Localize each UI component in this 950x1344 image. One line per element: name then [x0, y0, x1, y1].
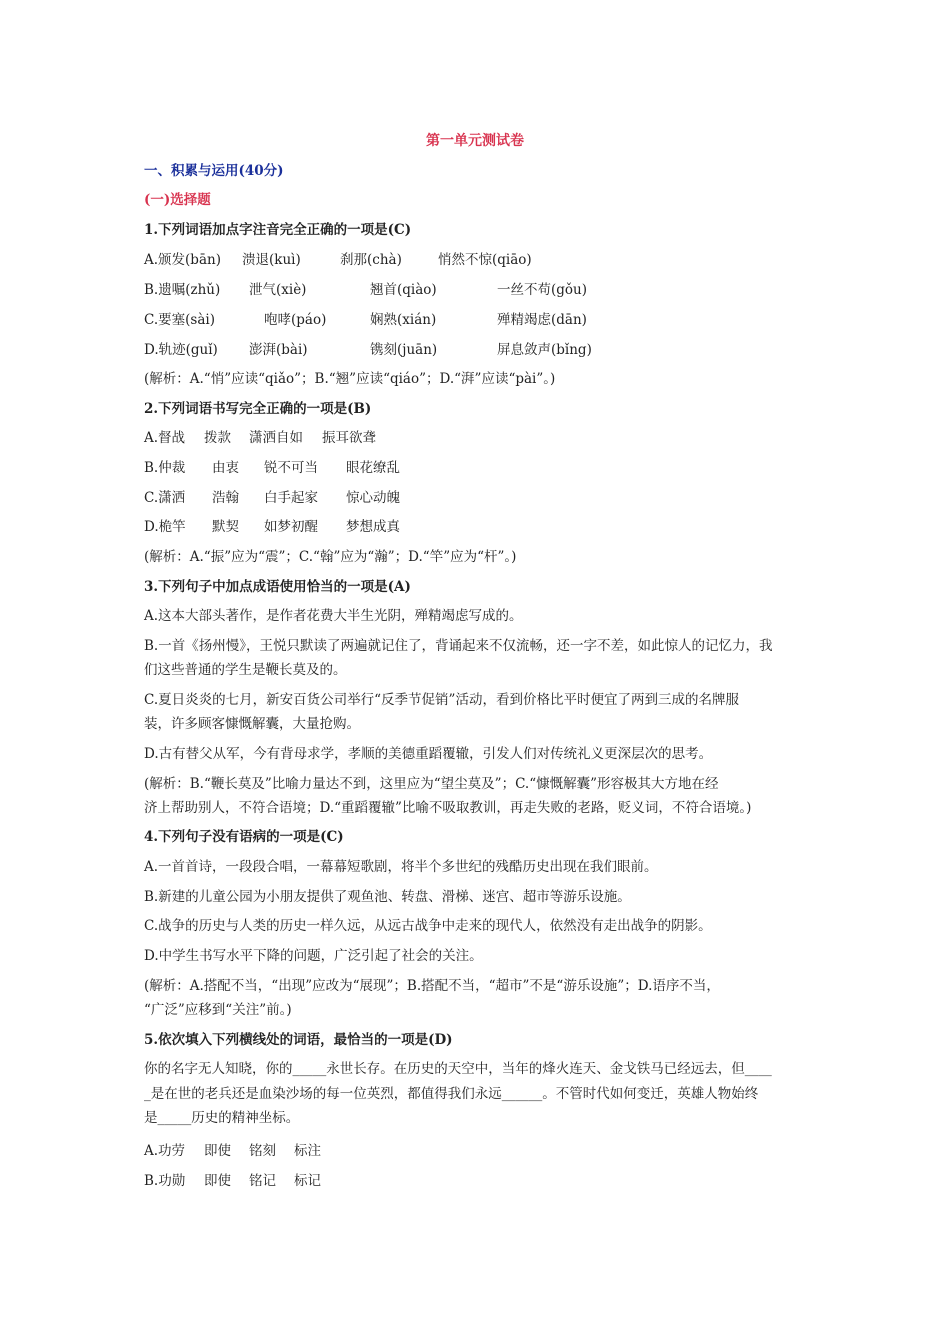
option-term: 默契: [212, 519, 239, 535]
question-3-stem: 3.下列句子中加点成语使用恰当的一项是(A): [144, 579, 411, 595]
question-4-line: D.中学生书写水平下降的问题，广泛引起了社会的关注。: [144, 948, 483, 964]
subsection-heading: (一)选择题: [144, 192, 211, 208]
option-term: 拨款: [204, 430, 231, 446]
question-3-line: 们这些普通的学生是鞭长莫及的。: [144, 662, 347, 678]
option-term: 即使: [204, 1143, 231, 1159]
option-term: 澎湃(bài): [249, 342, 308, 358]
question-4-stem: 4.下列句子没有语病的一项是(C): [144, 829, 344, 845]
option-term: 振耳欲聋: [322, 430, 376, 446]
question-3-analysis: 济上帮助别人，不符合语境；D.“重蹈覆辙”比喻不吸取教训，再走失败的老路，贬义词，不符合语境。): [144, 800, 752, 816]
option-term: 潇洒自如: [249, 430, 303, 446]
option-term: B.仲裁: [144, 460, 186, 476]
question-2-option-d: [144, 517, 400, 537]
question-1-option-a: [144, 250, 532, 270]
question-5-option-a: [144, 1141, 321, 1161]
question-5-option-b: [144, 1171, 321, 1191]
question-5-passage: 是_____历史的精神坐标。: [144, 1110, 300, 1126]
option-term: 铭刻: [249, 1143, 276, 1159]
option-term: A.督战: [144, 430, 186, 446]
option-term: A.功劳: [144, 1143, 186, 1159]
question-4-analysis: “广泛”应移到“关注”前。): [144, 1002, 292, 1018]
question-5-passage: 你的名字无人知晓，你的_____永世长存。在历史的天空中，当年的烽火连天、金戈铁马已经远去，但____: [144, 1061, 772, 1077]
option-term: 锐不可当: [264, 460, 318, 476]
option-term: 由衷: [212, 460, 239, 476]
question-1-option-b: [144, 280, 587, 300]
question-1-option-c: [144, 310, 587, 330]
option-term: 铭记: [249, 1173, 276, 1189]
question-2-option-c: [144, 488, 400, 508]
question-2-analysis: (解析：A.“振”应为“震”；C.“翰”应为“瀚”；D.“竿”应为“杆”。): [144, 549, 517, 565]
option-term: 悄然不惊(qiāo): [438, 252, 532, 268]
option-term: 翘首(qiào): [370, 282, 437, 298]
question-2-option-b: [144, 458, 400, 478]
question-3-line: C.夏日炎炎的七月，新安百货公司举行“反季节促销”活动，看到价格比平时便宜了两到三成的名牌服: [144, 692, 739, 708]
option-term: D.桅竿: [144, 519, 186, 535]
question-3-analysis: (解析：B.“鞭长莫及”比喻力量达不到，这里应为“望尘莫及”；C.“慷慨解囊”形容极其大方地在经: [144, 776, 719, 792]
question-1-analysis: (解析：A.“悄”应读“qiǎo”；B.“翘”应读“qiáo”；D.“湃”应读“pài”。): [144, 371, 556, 387]
option-term: 娴熟(xián): [370, 312, 437, 328]
option-term: 梦想成真: [346, 519, 400, 535]
question-5-passage: _是在世的老兵还是血染沙场的每一位英烈，都值得我们永远______。不管时代如何变迁，英雄人物始终: [144, 1086, 759, 1102]
question-2-stem: 2.下列词语书写完全正确的一项是(B): [144, 401, 372, 417]
option-term: 浩翰: [212, 490, 239, 506]
question-5-stem: 5.依次填入下列横线处的词语，最恰当的一项是(D): [144, 1032, 453, 1048]
page-title: 第一单元测试卷: [426, 133, 524, 149]
section-heading: 一、积累与运用(40分): [144, 163, 284, 179]
option-term: 惊心动魄: [346, 490, 400, 506]
option-term: 刹那(chà): [340, 252, 402, 268]
option-term: 标记: [294, 1173, 321, 1189]
option-term: 白手起家: [264, 490, 318, 506]
question-3-line: D.古有替父从军，今有背母求学，孝顺的美德重蹈覆辙，引发人们对传统礼义更深层次的思考。: [144, 746, 713, 762]
option-term: 如梦初醒: [264, 519, 318, 535]
question-2-option-a: [144, 428, 376, 448]
option-term: 一丝不苟(gǒu): [497, 282, 587, 298]
question-3-line: A.这本大部头著作，是作者花费大半生光阴，殚精竭虑写成的。: [144, 608, 523, 624]
option-term: 屏息敛声(bǐng): [497, 342, 592, 358]
option-term: 咆哮(páo): [264, 312, 327, 328]
question-4-line: A.一首首诗，一段段合唱，一幕幕短歌剧，将半个多世纪的残酷历史出现在我们眼前。: [144, 859, 658, 875]
question-4-analysis: (解析：A.搭配不当，“出现”应改为“展现”；B.搭配不当，“超市”不是“游乐设施”；D.语序不当，: [144, 978, 720, 994]
question-4-line: B.新建的儿童公园为小朋友提供了观鱼池、转盘、滑梯、迷宫、超市等游乐设施。: [144, 889, 631, 905]
option-term: C.潇洒: [144, 490, 186, 506]
question-1-option-d: [144, 340, 592, 360]
option-term: 标注: [294, 1143, 321, 1159]
question-3-line: B.一首《扬州慢》，王悦只默读了两遍就记住了，背诵起来不仅流畅，还一字不差，如此惊人的记忆力，我: [144, 638, 773, 654]
option-term: 即使: [204, 1173, 231, 1189]
question-4-line: C.战争的历史与人类的历史一样久远，从远古战争中走来的现代人，依然没有走出战争的阴影。: [144, 918, 712, 934]
option-term: B.遗嘱(zhǔ): [144, 282, 221, 298]
option-term: D.轨迹(guǐ): [144, 342, 218, 358]
option-term: 溃退(kuì): [242, 252, 301, 268]
option-term: 殚精竭虑(dān): [497, 312, 587, 328]
question-3-line: 装，许多顾客慷慨解囊，大量抢购。: [144, 716, 360, 732]
option-term: 眼花缭乱: [346, 460, 400, 476]
option-term: 镌刻(juān): [370, 342, 438, 358]
option-term: 泄气(xiè): [249, 282, 307, 298]
option-term: B.功勋: [144, 1173, 186, 1189]
option-term: A.颁发(bān): [144, 252, 221, 268]
question-1-stem: 1.下列词语加点字注音完全正确的一项是(C): [144, 222, 412, 238]
option-term: C.要塞(sài): [144, 312, 215, 328]
